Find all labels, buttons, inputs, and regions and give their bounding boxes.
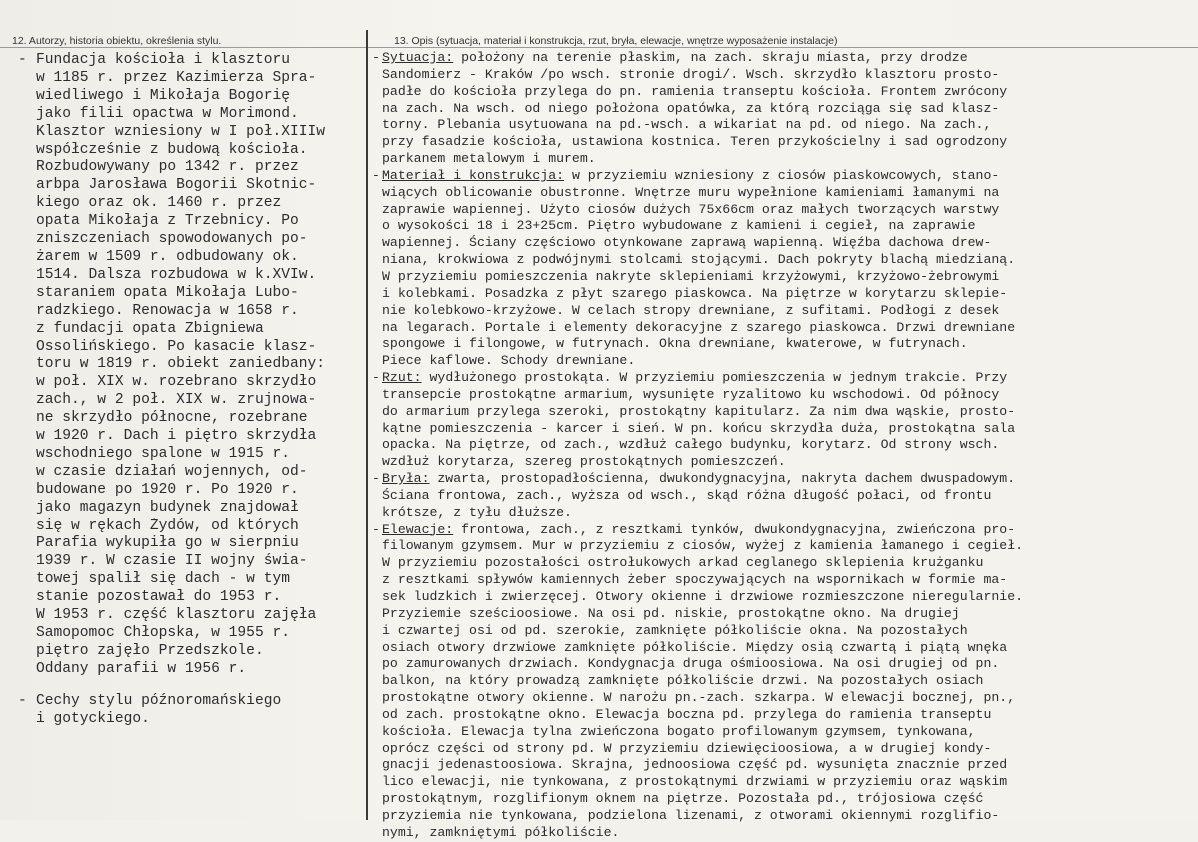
- text-line: W przyziemiu pozostałości ostrołukowych arkad ceglanego sklepienia krużganku: [382, 555, 984, 571]
- history-column: [18, 52, 364, 729]
- text-line: W przyziemiu pomieszczenia nakryte sklepieniami krzyżowymi, krzyżowo-żebrowymi: [382, 268, 1000, 284]
- history-text: [18, 52, 364, 679]
- plan-text: [372, 387, 1194, 471]
- elevations-first-text: frontowa, zach., z resztkami tynków, dwukondygnacyjna, zwieńczona pro-: [453, 521, 1016, 537]
- elevations-label: Elewacje:: [382, 521, 454, 537]
- text-line: towej spalił się dach - w tym: [36, 571, 290, 588]
- text-line: o wysokości 18 i 23+25cm. Piętro wybudowane z kamieni i cegieł, na zaprawie: [382, 218, 976, 234]
- text-line: od zach. prostokątne okno. Elewacja boczna pd. przylega do ramienia transeptu: [382, 706, 992, 722]
- text-line: w 1185 r. przez Kazimierza Spra-: [36, 69, 317, 86]
- text-line: padłe do kościoła przylega do pn. ramienia transeptu kościoła. Frontem zwrócony: [382, 83, 1008, 99]
- text-line: wapiennej. Ściany częściowo otynkowane zaprawą wapienną. Więźba dachowa drew-: [382, 235, 992, 251]
- text-line: z resztkami spływów kamiennych żeber spoczywających na wspornikach w formie ma-: [382, 572, 1008, 588]
- text-line: wzdłuż korytarza, szereg prostokątnych pomieszczeń.: [382, 454, 786, 470]
- material-label: Materiał i konstrukcja:: [382, 167, 565, 183]
- text-line: opacka. Na piętrze, od zach., wzdłuż całego budynku, korytarz. Od strony wsch.: [382, 437, 1000, 453]
- text-line: jako magazyn budynek znajdował: [36, 499, 299, 516]
- text-line: Sandomierz - Kraków /po wsch. stronie drogi/. Wsch. skrzydło klasztoru prosto-: [382, 66, 1000, 82]
- entry-dash: -: [372, 521, 380, 537]
- text-line: radzkiego. Renowacja w 1658 r.: [36, 302, 299, 319]
- text-line: w czasie działań wojennych, od-: [36, 463, 308, 480]
- text-line: budowane po 1920 r. Po 1920 r.: [36, 481, 299, 498]
- text-line: nie kolebkowo-krzyżowe. W celach stropy drewniane, z sufitami. Podłogi z desek: [382, 302, 1000, 318]
- material-text: [372, 185, 1194, 370]
- elevations-entry: [372, 522, 1194, 842]
- text-line: kątne pomieszczenia - karcer i sień. W pn. końcu skrzydła duża, prostokątna sala: [382, 420, 1016, 436]
- text-line: spongowe i filongowe, w futrynach. Okna drewniane, kwaterowe, w futrynach.: [382, 336, 968, 352]
- header-rule: [0, 47, 1198, 48]
- text-line: Przyziemie sześcioosiowe. Na osi pd. niskie, prostokątne okno. Na drugiej: [382, 605, 960, 621]
- text-line: transepcie prostokątne armarium, wysunięte ryzalitowo ku wschodowi. Od północy: [382, 386, 1000, 402]
- text-line: niana, krokwiowa z podwójnymi stolcami stojącymi. Dach pokryty blachą miedzianą.: [382, 252, 1016, 268]
- text-line: arbpa Jarosława Bogorii Skotnic-: [36, 177, 317, 194]
- text-line: po zamurowanych drzwiach. Kondygnacja druga ośmioosiowa. Na osi drugiej od pn.: [382, 656, 1000, 672]
- text-line: ne skrzydło północne, rozebrane: [36, 410, 308, 427]
- text-line: torny. Plebania usytuowana na pd.-wsch. a wikariat na pd. od niego. Na zach.,: [382, 117, 992, 133]
- text-line: na legarach. Portale i elementy dekoracyjne z szarego piaskowca. Drzwi drewniane: [382, 319, 1016, 335]
- text-line: w poł. XIX w. rozebrano skrzydło: [36, 374, 317, 391]
- text-line: gnacji jedenastoosiowa. Skrajna, jednoosiowa część pd. wysunięta znacznie przed: [382, 757, 1008, 773]
- text-line: jako filii opactwa w Morimond.: [36, 105, 299, 122]
- plan-entry: [372, 370, 1194, 471]
- text-line: Parafia wykupiła go w sierpniu: [36, 535, 299, 552]
- text-line: prostokątne otwory okienne. W narożu pn.-zach. szkarpa. W elewacji bocznej, pn.,: [382, 690, 1016, 706]
- text-line: 1514. Dalsza rozbudowa w k.XVIw.: [36, 266, 317, 283]
- text-line: lico elewacji, nie tynkowana, z prostokątnymi drzwiami w przyziemiu oraz wąskim: [382, 774, 1008, 790]
- text-line: z fundacji opata Zbigniewa: [36, 320, 264, 337]
- text-line: na zach. Na wsch. od niego położona opatówka, za którą rozciąga się sad klasz-: [382, 100, 1000, 116]
- plan-first-text: wydłużonego prostokąta. W przyziemiu pomieszczenia w jednym trakcie. Przy: [421, 370, 1008, 386]
- entry-dash: -: [372, 471, 380, 487]
- situation-entry: [372, 50, 1194, 168]
- massing-first-line: [372, 471, 1194, 488]
- text-line: się w rękach Żydów, od których: [36, 517, 299, 534]
- massing-text: [372, 488, 1194, 522]
- text-line: piętro zajęło Przedszkole.: [36, 642, 264, 659]
- massing-label: Bryła:: [382, 471, 430, 487]
- text-line: żarem w 1509 r. odbudowany ok.: [36, 248, 299, 265]
- text-line: Ściana frontowa, zach., wyższa od wsch., skąd różna długość połaci, od frontu: [382, 487, 992, 503]
- text-line: i kolebkami. Posadzka z płyt szarego piaskowca. Na piętrze w korytarzu sklepie-: [382, 285, 1008, 301]
- text-line: wiedliwego i Mikołaja Bogorię: [36, 87, 290, 104]
- elevations-text: [372, 538, 1194, 841]
- situation-text: [372, 67, 1194, 168]
- text-line: nymi, zamkniętymi półkoliście.: [382, 824, 620, 840]
- text-line: Klasztor wzniesiony w I poł.XIIIw: [36, 123, 326, 140]
- text-line: Cechy stylu późnoromańskiego: [36, 692, 282, 709]
- massing-first-text: zwarta, prostopadłościenna, dwukondygnacyjna, nakryta dachem dwuspadowym.: [429, 471, 1016, 487]
- text-line: Fundacja kościoła i klasztoru: [36, 52, 290, 68]
- text-line: 1939 r. W czasie II wojny świa-: [36, 553, 308, 570]
- text-line: przyziemia nie tynkowana, podzielona lizenami, z otworami okiennymi rozglifio-: [382, 807, 1000, 823]
- text-line: krótsze, z tyłu dłuższe.: [382, 504, 572, 520]
- text-line: zniszczeniach spowodowanych po-: [36, 231, 308, 248]
- text-line: wiących oblicowanie obustronne. Wnętrze muru wypełnione kamieniami łamanymi na: [382, 184, 1000, 200]
- text-line: Piece kaflowe. Schody drewniane.: [382, 353, 636, 369]
- text-line: parkanem metalowym i murem.: [382, 151, 596, 167]
- entry-dash: -: [372, 50, 380, 65]
- text-line: kiego oraz ok. 1460 r. przez: [36, 195, 282, 212]
- section-13-header: 13. Opis (sytuacja, materiał i konstrukcja, rzut, bryła, elewacje, wnętrze wyposażenie instalacje): [394, 35, 838, 47]
- text-line: Ossolińskiego. Po kasacie klasz-: [36, 338, 317, 355]
- text-line: prostokątnym, rozglifionym oknem na piętrze. Pozostała pd., trójosiowa część: [382, 791, 984, 807]
- text-line: toru w 1819 r. obiekt zaniedbany:: [36, 356, 326, 373]
- text-line: opata Mikołaja z Trzebnicy. Po: [36, 213, 299, 230]
- material-first-text: w przyziemiu wzniesiony z ciosów piaskowcowych, stano-: [564, 167, 1000, 183]
- text-line: w 1920 r. Dach i piętro skrzydła: [36, 428, 317, 445]
- text-line: filowanym gzymsem. Mur w przyziemiu z ciosów, wyżej z kamienia łamanego i cegieł.: [382, 538, 1024, 554]
- text-line: Rozbudowywany po 1342 r. przez: [36, 159, 299, 176]
- material-first-line: [372, 168, 1194, 185]
- text-line: przy fasadzie kościoła, ustawiona kostnica. Teren przykościelny i sad ogrodzony: [382, 134, 1008, 150]
- text-line: stanie pozostawał do 1953 r.: [36, 589, 282, 606]
- description-column: [372, 50, 1194, 842]
- entry-dash: -: [18, 692, 27, 709]
- text-line: staraniem opata Mikołaja Lubo-: [36, 284, 299, 301]
- history-entry: [18, 52, 364, 679]
- text-line: oprócz części od strony pd. W przyziemiu dziewięcioosiowa, a w drugiej kondy-: [382, 740, 992, 756]
- plan-first-line: [372, 370, 1194, 387]
- text-line: Samopomoc Chłopska, w 1955 r.: [36, 625, 290, 641]
- text-line: do armarium przylega szeroki, prostokątny kapitularz. Za nim dwa wąskie, prosto-: [382, 403, 1016, 419]
- style-entry: [18, 693, 364, 729]
- text-line: zaprawie wapiennej. Użyto ciosów dużych 75x66cm oraz małych tworzących warstwy: [382, 201, 1000, 217]
- column-divider: [366, 30, 368, 820]
- text-line: i gotyckiego.: [36, 710, 150, 727]
- massing-entry: [372, 471, 1194, 522]
- text-line: balkon, na który prowadzą zamknięte półkoliście drzwi. Na pozostałych osiach: [382, 673, 984, 689]
- text-line: osiach otwory drzwiowe zamknięte półkoliście. Między osią czwartą i piątą wnęka: [382, 639, 1008, 655]
- text-line: zach., w 2 poł. XIX w. zrujnowa-: [36, 392, 317, 409]
- situation-first-line: [372, 50, 1194, 67]
- text-line: i czwartej osi od pd. szerokie, zamknięte półkoliście okna. Na pozostałych: [382, 622, 968, 638]
- style-text: [18, 693, 364, 729]
- section-12-header: 12. Autorzy, historia obiektu, określenia stylu.: [12, 35, 222, 47]
- plan-label: Rzut:: [382, 370, 422, 386]
- situation-first-text: położony na terenie płaskim, na zach. skraju miasta, przy drodze: [453, 50, 968, 65]
- text-line: Oddany parafii w 1956 r.: [36, 660, 247, 677]
- entry-dash: -: [372, 167, 380, 183]
- material-entry: [372, 168, 1194, 370]
- situation-label: Sytuacja:: [382, 50, 454, 65]
- text-line: sek ludzkich i zwierzęcej. Otwory okienne i drzwiowe rozmieszczone nieregularnie.: [382, 589, 1024, 604]
- text-line: W 1953 r. część klasztoru zajęła: [36, 607, 317, 624]
- text-line: współcześnie z budową kościoła.: [36, 141, 308, 158]
- entry-dash: -: [18, 52, 27, 68]
- text-line: kościoła. Elewacja tylna zwieńczona bogato profilowanym gzymsem, tynkowana,: [382, 723, 976, 739]
- text-line: wschodniego spalone w 1915 r.: [36, 445, 290, 462]
- elevations-first-line: [372, 522, 1194, 539]
- entry-dash: -: [372, 370, 380, 386]
